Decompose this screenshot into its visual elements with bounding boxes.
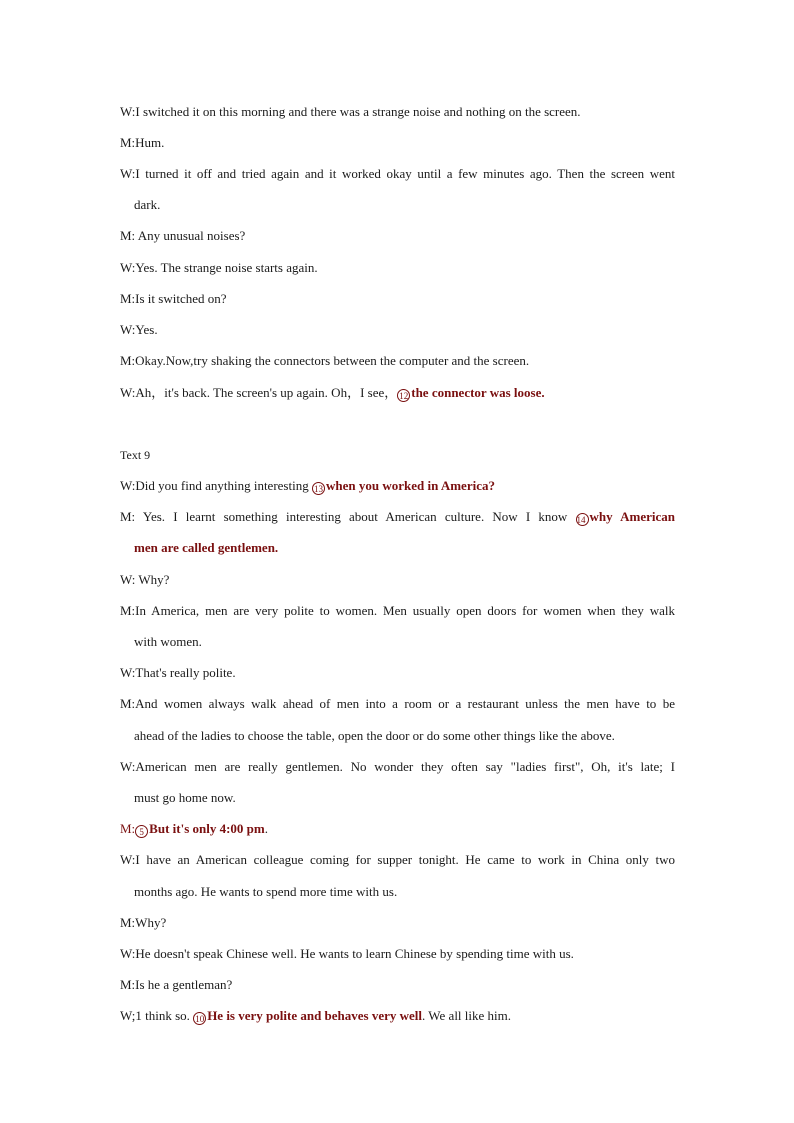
- answer-number-badge: 14: [576, 513, 589, 526]
- line-text: W:That's really polite.: [120, 665, 236, 680]
- line-text: months ago. He wants to spend more time with us.: [134, 884, 398, 899]
- dialogue-line-continuation: [134, 884, 675, 900]
- line-text: W;1 think so.: [120, 1008, 194, 1023]
- answer-number-badge: 5: [135, 825, 148, 838]
- line-text: must go home now.: [134, 790, 236, 805]
- line-text: W:He doesn't speak Chinese well. He wants to learn Chinese by spending time with us.: [120, 946, 574, 961]
- dialogue-line: [120, 509, 675, 526]
- dialogue-line-continuation: [134, 540, 675, 556]
- line-text: W:American men are really gentlemen. No wonder they often say "ladies first", Oh, it's late; I: [120, 759, 675, 774]
- line-text: M: Any unusual noises?: [120, 228, 246, 243]
- section-title: [120, 447, 675, 463]
- line-text: . We all like him.: [422, 1008, 512, 1023]
- line-text: .: [264, 821, 268, 836]
- line-text: ahead of the ladies to choose the table, open the door or do some other things like the above.: [134, 728, 615, 743]
- dialogue-line: [120, 166, 675, 182]
- dialogue-line: [120, 478, 675, 495]
- line-text: W:Did you find anything interesting: [120, 478, 312, 493]
- line-text: dark.: [134, 197, 161, 212]
- dialogue-line: [120, 135, 675, 151]
- line-text: W:Yes.: [120, 322, 158, 337]
- dialogue-line: [120, 665, 675, 681]
- line-text: M:: [120, 821, 136, 836]
- answer-number-badge: 12: [399, 391, 409, 401]
- dialogue-line: [120, 852, 675, 868]
- line-text: M: Yes. I learnt something interesting about American culture. Now I know: [120, 509, 576, 524]
- section-title-text: Text 9: [120, 448, 151, 462]
- line-text: M:Is he a gentleman?: [120, 977, 233, 992]
- line-text: M:Why?: [120, 915, 167, 930]
- line-text: with women.: [134, 634, 202, 649]
- dialogue-line: [120, 977, 675, 993]
- line-text: M:Okay.Now,try shaking the connectors between the computer and the screen.: [120, 353, 530, 368]
- dialogue-line: [120, 915, 675, 931]
- line-text: W:I switched it on this morning and there was a strange noise and nothing on the screen.: [120, 104, 581, 119]
- dialogue-line: [120, 696, 675, 712]
- answer-text: men are called gentlemen.: [134, 540, 279, 555]
- dialogue-line-continuation: [134, 790, 675, 806]
- dialogue-line: [120, 104, 675, 120]
- line-text: W:Yes. The strange noise starts again.: [120, 260, 318, 275]
- line-text: W:I have an American colleague coming for supper tonight. He came to work in China only two: [120, 852, 675, 867]
- answer-number-badge: 13: [313, 484, 323, 494]
- line-text: M:And women always walk ahead of men into a room or a restaurant unless the men have to be: [120, 696, 675, 711]
- line-text: W:Ah，it's back. The screen's up again. Oh，I see，: [120, 385, 398, 400]
- dialogue-line: [120, 603, 675, 619]
- dialogue-line-continuation: [134, 728, 675, 744]
- answer-text: But it's only 4:00 pm: [149, 821, 265, 836]
- line-text: M:Hum.: [120, 135, 165, 150]
- dialogue-line: [120, 1008, 675, 1025]
- dialogue-line: [120, 946, 675, 962]
- dialogue-line-continuation: [134, 634, 675, 650]
- line-text: W: Why?: [120, 572, 170, 587]
- dialogue-line-continuation: [134, 197, 675, 213]
- line-text: M:Is it switched on?: [120, 291, 227, 306]
- answer-text: the connector was loose.: [411, 385, 545, 400]
- line-text: W:I turned it off and tried again and it worked okay until a few minutes ago. Then the screen went: [120, 166, 675, 181]
- dialogue-line: [120, 385, 675, 402]
- dialogue-line: [120, 291, 675, 307]
- line-text: M:In America, men are very polite to women. Men usually open doors for women when they walk: [120, 603, 675, 618]
- answer-text: He is very polite and behaves very well: [207, 1008, 423, 1023]
- answer-text: why American: [589, 509, 675, 524]
- dialogue-line: [120, 821, 675, 838]
- dialogue-line: [120, 228, 675, 244]
- answer-number-badge: 10: [195, 1014, 205, 1024]
- dialogue-line: [120, 260, 675, 276]
- dialogue-line: [120, 353, 675, 369]
- dialogue-line: [120, 759, 675, 775]
- dialogue-line: [120, 572, 675, 588]
- answer-text: when you worked in America?: [325, 478, 495, 493]
- dialogue-line: [120, 322, 675, 338]
